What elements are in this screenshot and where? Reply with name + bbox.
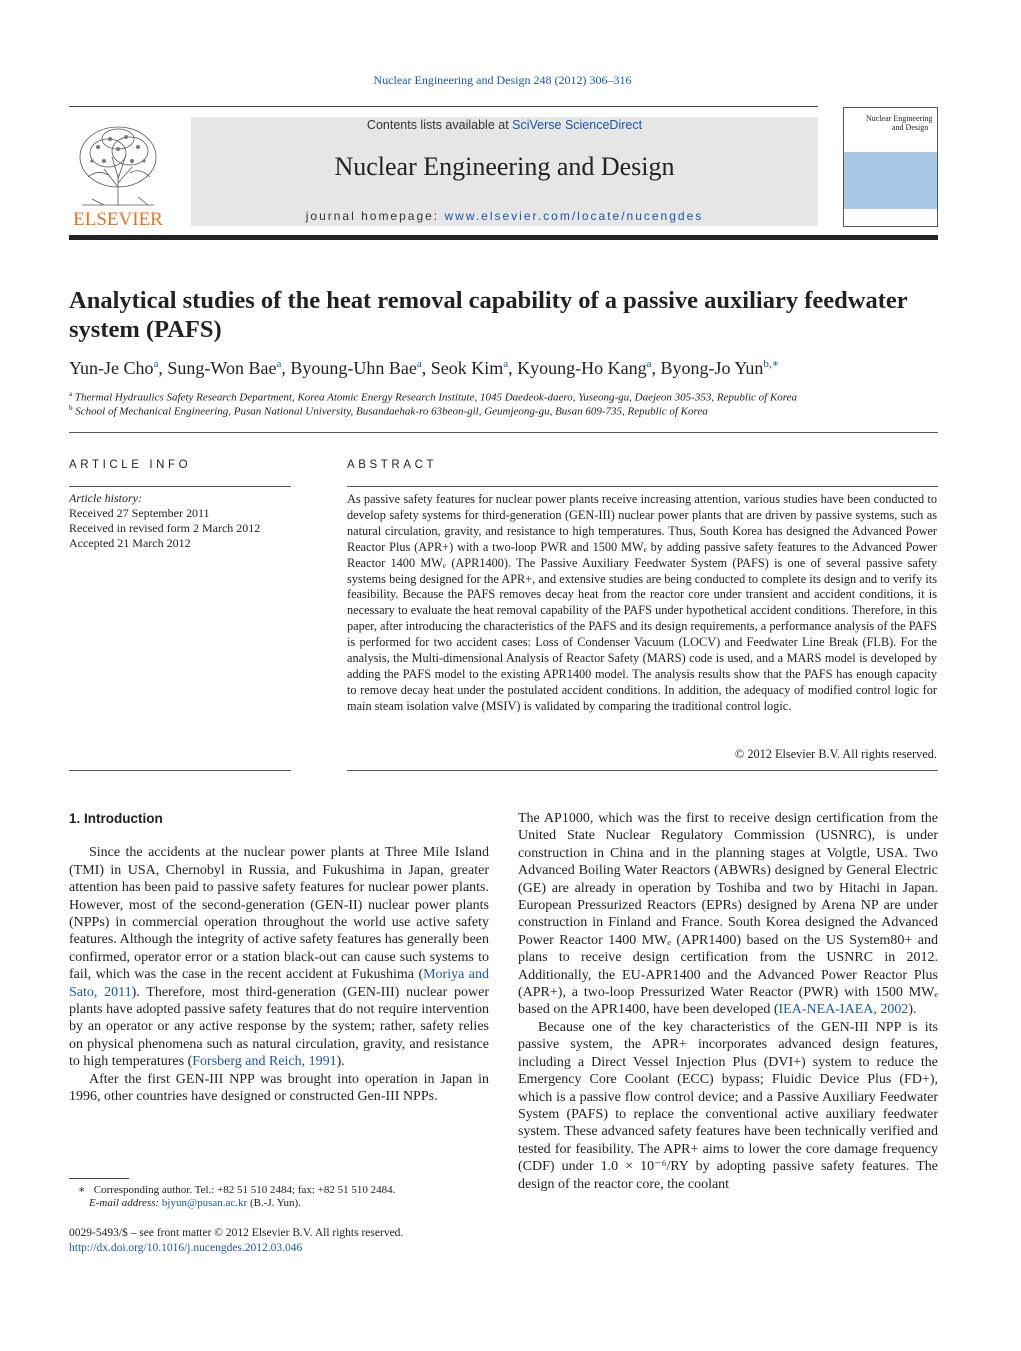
cover-title: Nuclear Engineering and Design [866, 114, 933, 132]
received-date: Received 27 September 2011 [69, 506, 210, 520]
author-affiliation-mark[interactable]: a [503, 358, 509, 370]
doi-link[interactable]: http://dx.doi.org/10.1016/j.nucengdes.2012.03.046 [69, 1242, 303, 1254]
author-name: Kyoung-Ho Kang [517, 358, 647, 378]
elsevier-tree-logo-icon [68, 117, 169, 229]
author-name: Byoung-Uhn Bae [290, 358, 417, 378]
abstract-text: As passive safety features for nuclear power plants receive increasing attention, various studies have been conducted to develop safety systems for third-generation (GEN-III) nuclear power plants that are driven by passive systems, such as natural circulation, gravity, and resistance to high temperatures. Thus, South Korea has designed the Advanced Power Reactor Plus (APR+) with a two-loop PWR and 1500 MWₑ by adding passive safety features to the Advanced Power Reactor 1400 MWₑ (APR1400). The Passive Auxiliary Feedwater System (PAFS) is one of several passive safety systems being designed for the APR+, and extensive studies are being conducted to complete its design and to verify its feasibility. Because the PAFS removes decay heat from the reactor core under transient and accident conditions, it is necessary to evaluate the heat removal capability of the PAFS under hypothetical accident conditions. Therefore, in this paper, after introducing the characteristics of the PAFS and its design requirements, a performance analysis of the PAFS is performed for two accident cases: Loss of Condenser Vacuum (LOCV) and Feedwater Line Break (FLB). For the analysis, the Multi-dimensional Analysis of Reactor Safety (MARS) code is used, and a MARS model is developed by adding the PAFS model to the existing APR1400 model. The analysis results show that the PAFS has enough capacity to remove decay heat under the postulated accident conditions. In addition, the adequacy of modified control logic for main steam isolation valve (MSIV) is validated by comparing the traditional control logic. [347, 492, 937, 713]
author-affiliation-mark[interactable]: a [416, 358, 422, 370]
journal-cover-thumbnail[interactable] [843, 107, 938, 227]
article-info-rule [69, 486, 291, 487]
affiliation-a: $^a$ Thermal Hydraulics Safety Research Department, Korea Atomic Energy Research Institute, 1045 Daedeok-daero, Yuseong-gu, Daejeon 305-353, Republic of Korea [69, 390, 798, 404]
cover-image [844, 152, 937, 209]
author-affiliation-mark[interactable]: a [153, 358, 159, 370]
issn-line: 0029-5493/$ – see front matter © 2012 Elsevier B.V. All rights reserved. [69, 1227, 404, 1239]
sciencedirect-link[interactable]: SciVerse ScienceDirect [512, 118, 643, 132]
author-name: Byong-Jo Yun [660, 358, 764, 378]
author-affiliation-mark[interactable]: b,∗ [763, 358, 780, 370]
intro-paragraph-1: Since the accidents at the nuclear power plants at Three Mile Island (TMI) in USA, Chernobyl in Russia, and Fukushima in Japan, greater attention has been paid to passive safety features for nuclear power plants. However, most of the second-generation (GEN-II) nuclear power plants (NPPs) in commercial operation throughout the world use active safety features. Although the integrity of active safety features has generally been confirmed, operator error or a station black-out can cause such systems to fail, which was the case in the recent accident at Fukushima (Moriya and Sato, 2011). Therefore, most third-generation (GEN-III) nuclear power plants have adopted passive safety features that do not require intervention by an operator or any active response by the system; rather, safety relies on physical phenomena such as natural circulation, gravity, and resistance to high temperatures (Forsberg and Reich, 1991). [69, 845, 489, 1070]
header-divider [69, 432, 938, 433]
author-affiliation-mark[interactable]: a [276, 358, 282, 370]
article-history [69, 491, 260, 551]
article-info-bottom-rule [69, 770, 291, 771]
body-column-right [518, 810, 938, 1193]
contents-line: Contents lists available at SciVerse ScienceDirect [366, 118, 643, 132]
accepted-date: Accepted 21 March 2012 [69, 536, 191, 550]
abstract-rule [347, 486, 938, 487]
cover-bottom [844, 209, 937, 226]
abstract-heading: ABSTRACT [347, 459, 438, 471]
author-name: Yun-Je Cho [69, 358, 154, 378]
elsevier-wordmark: ELSEVIER [73, 209, 163, 229]
revised-date: Received in revised form 2 March 2012 [69, 521, 261, 535]
article-info-heading: ARTICLE INFO [69, 459, 192, 471]
copyright-notice: © 2012 Elsevier B.V. All rights reserved. [734, 747, 937, 761]
homepage-link[interactable]: www.elsevier.com/locate/nucengdes [444, 209, 704, 223]
masthead-rule [69, 235, 938, 240]
masthead-top-rule [69, 106, 818, 107]
author-name: Seok Kim [430, 358, 504, 378]
footnote-rule [69, 1178, 129, 1179]
abstract-bottom-rule [347, 770, 938, 771]
history-label: Article history: [69, 491, 142, 505]
intro-paragraph-2: After the first GEN-III NPP was brought into operation in Japan in 1996, other countries have designed or constructed Gen-III NPPs. [69, 1071, 489, 1105]
email-link[interactable]: bjyun@pusan.ac.kr [161, 1197, 248, 1209]
journal-citation[interactable]: Nuclear Engineering and Design 248 (2012) 306–316 [373, 73, 632, 87]
affiliation-b: $^b$ School of Mechanical Engineering, Pusan National University, Busandaehak-ro 63beon-gil, Geumjeong-gu, Busan 609-735, Republic of Korea [69, 404, 708, 418]
ref-moriya-sato[interactable]: Moriya and Sato, 2011 [69, 967, 489, 1000]
intro-paragraph-3: The AP1000, which was the first to receive design certification from the United State Nuclear Regulatory Commission (USNRC), is under construction in China and in the planning stages at Volgtle, USA. Two Advanced Boiling Water Reactors (ABWRs) designed by General Electric (GE) are already in operation by Toshiba and two by Hitachi in Japan. European Pressurized Reactors (EPRs) designed by Arena NP are under construction in Finland and France. South Korea designed the Advanced Power Reactor 1400 MWₑ (APR1400) based on the US System80+ and plans to receive design certification from the USNRC in 2012. Additionally, the EU-APR1400 and the Advanced Power Reactor Plus (APR+), a two-loop Pressurized Water Reactor (PWR) with 1500 MWₑ based on the APR1400, have been developed (IEA-NEA-IAEA, 2002). [518, 811, 938, 1018]
author-list: Yun-Je Cho$^a$, Sung-Won Bae$^a$, Byoung-Uhn Bae$^a$, Seok Kim$^a$, Kyoung-Ho Kang$^a$, Byong-Jo Yun$^{b,∗}$ [69, 358, 780, 378]
journal-banner [191, 117, 818, 226]
ref-iea-nea-iaea[interactable]: IEA-NEA-IAEA, 2002 [778, 1002, 909, 1018]
author-name: Sung-Won Bae [167, 358, 277, 378]
body-column-left [69, 810, 489, 1106]
email-note: E-mail address: bjyun@pusan.ac.kr (B.-J. Yun). [89, 1197, 301, 1209]
section-heading-introduction: 1. Introduction [69, 811, 163, 826]
article-title: Analytical studies of the heat removal capability of a passive auxiliary feedwater system (PAFS) [69, 287, 908, 343]
intro-paragraph-4: Because one of the key characteristics of the GEN-III NPP is its passive system, the APR+ incorporates advanced design features, including a Direct Vessel Injection Plus (DVI+) system to reduce the Emergency Core Coolant (ECC) bypass; Fluidic Device Plus (FD+), which is a passive flow control device; and a Passive Auxiliary Feedwater System (PAFS) to replace the conventional active auxiliary feedwater system. These advanced safety features have been technically verified and tested for feasibility. The APR+ aims to lower the core damage frequency (CDF) under 1.0 × 10⁻⁶/RY by adopting passive safety features. The design of the reactor core, the coolant [518, 1019, 938, 1192]
journal-name: Nuclear Engineering and Design [334, 152, 675, 181]
author-affiliation-mark[interactable]: a [646, 358, 652, 370]
corresponding-author-note: ∗ Corresponding author. Tel.: +82 51 510 2484; fax: +82 51 510 2484. [78, 1184, 396, 1196]
ref-forsberg-reich[interactable]: Forsberg and Reich, 1991 [192, 1054, 337, 1070]
journal-homepage: journal homepage: www.elsevier.com/locate/nucengdes [305, 209, 704, 223]
